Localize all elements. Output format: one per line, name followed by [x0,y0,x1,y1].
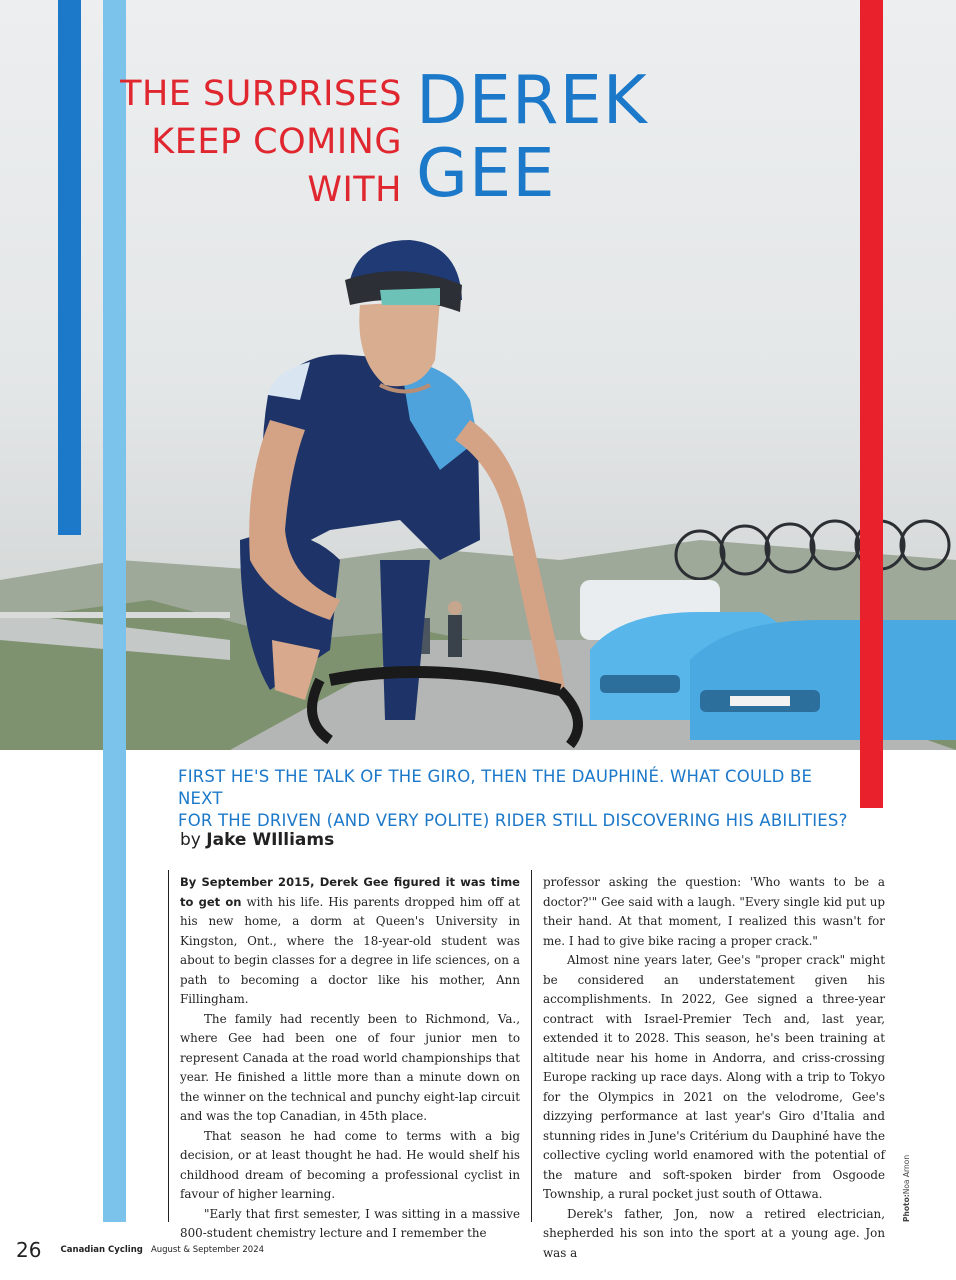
magazine-name: Canadian Cycling [60,1245,143,1255]
issue-date: August & September 2024 [150,1245,265,1255]
headline-kicker-line: THE SURPRISES [120,74,402,114]
headline-kicker-line: WITH [307,170,402,210]
deck-line: FOR THE DRIVEN (AND VERY POLITE) RIDER STILL DISCOVERING HIS ABILITIES? [178,811,848,830]
photo-credit [902,1155,911,1222]
body-column-1 [180,873,521,1240]
headline-kicker [120,70,402,214]
deck-line: FIRST HE'S THE TALK OF THE GIRO, THEN THE DAUPHINÉ. WHAT COULD BE NEXT [178,767,813,808]
photo-credit-label: Photo: [902,1194,911,1222]
body-paragraph: "Early that first semester, I was sitting in a massive 800-student chemistry lecture and I remember the [180,1206,520,1240]
article-deck [178,766,858,832]
body-paragraph: That season he had come to terms with a big decision, or at least thought he had. He would shelf his childhood dream of becoming a professional cyclist in favour of higher learning. [180,1128,520,1201]
accent-stripe-dark-blue [58,0,81,535]
page-footer [16,1238,264,1262]
photo-credit-name: Noa Arnon [902,1154,911,1195]
lead-in: By September 2015, Derek Gee figured it was time to get on [180,875,520,909]
column-rule-middle [531,870,532,1222]
body-paragraph: Almost nine years later, Gee's "proper crack" might be considered an understatement given his accomplishments. In 2022, Gee signed a three-year contract with Israel-Premier Tech and, last year, extended it to 2028. This season, he's been training at altitude near his home in Andorra, and criss-crossing Europe racking up race days. Along with a trip to Tokyo for the Olympics in 2021 on the velodrome, Gee's dizzying performance at last year's Giro d'Italia and stunning rides in June's Critérium du Dauphiné have the collective cycling world enamored with the potential of the mature and soft-spoken birder from Osgoode Township, a rural pocket just south of Ottawa. [543,953,885,1201]
headline-kicker-line: KEEP COMING [151,122,402,162]
body-paragraph: Derek's father, Jon, now a retired electrician, shepherded his son into the sport at a young age. Jon was a [543,1206,885,1260]
body-paragraph: professor asking the question: 'Who wants to be a doctor?'" Gee said with a laugh. "Every single kid put up their hand. At that moment, I realized this wasn't for me. I had to give bike racing a proper crack." [543,875,885,948]
headline-name-line: GEE [416,134,556,212]
byline [180,830,334,850]
headline-name [416,61,648,212]
accent-stripe-red [860,0,883,808]
body-paragraph [180,873,520,1010]
body-column-2 [543,873,885,1260]
byline-prefix: by [180,830,201,850]
page-number: 26 [16,1238,42,1262]
paragraph-text: with his life. His parents dropped him off at his new home, a dorm at Queen's University in Kingston, Ont., where the 18-year-old student was about to begin classes for a degree in life sciences, on a path to becoming a doctor like his mother, Ann Fillingham. [180,894,521,1006]
column-rule-left [168,870,169,1222]
body-paragraph: The family had recently been to Richmond, Va., where Gee had been one of four junior men to represent Canada at the road world championships that year. He finished a little more than a minute down on the winner on the technical and punchy eight-lap circuit and was the top Canadian, in 45th place. [180,1011,520,1123]
byline-author: Jake WIlliams [206,830,335,850]
headline-name-line: DEREK [416,61,648,139]
